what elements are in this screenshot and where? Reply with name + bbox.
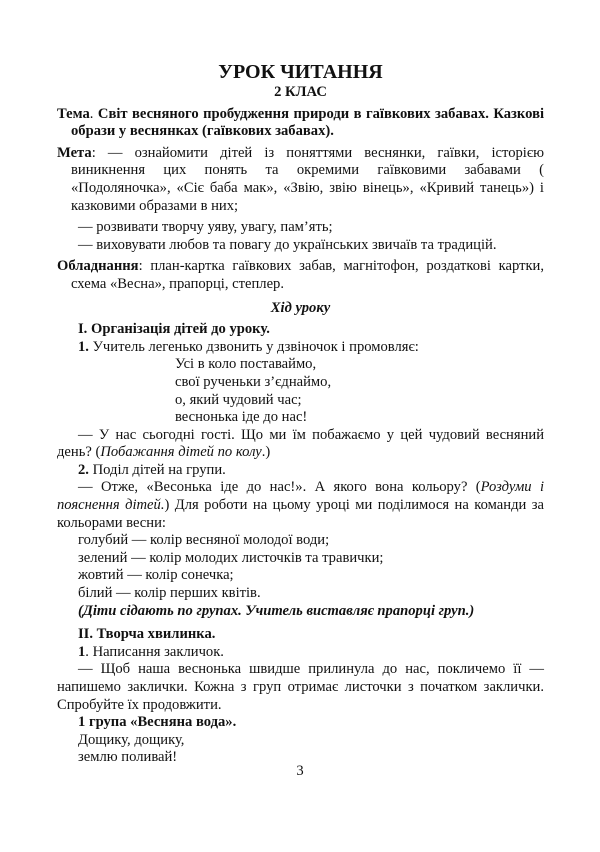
verse-line: землю поливай! xyxy=(78,749,178,766)
equipment-text: : план-картка гаївкових забав, магнітофон, роздаткові картки, схема «Весна», прапорці, степлер. xyxy=(71,258,544,292)
spring-colors-paragraph xyxy=(57,479,544,532)
goal-2: — розвивати творчу уяву, увагу, пам’ять; xyxy=(78,219,333,236)
equipment-label: Обладнання xyxy=(57,258,139,275)
item-text: Учитель легенько дзвонить у дзвіночок і промовляє: xyxy=(88,338,419,355)
section-1-item-2 xyxy=(57,462,544,480)
equipment-paragraph xyxy=(57,258,544,293)
guests-paragraph xyxy=(57,427,544,462)
color-line: зелений — колір молодих листочків та травички; xyxy=(78,549,384,566)
section-1-item-1 xyxy=(57,339,544,357)
poem-line: свої рученьки з’єднаймо, xyxy=(175,373,332,390)
paragraph-end: ) Для роботи на цьому уроці ми поділимося на команди за кольорами весни: xyxy=(57,497,544,531)
page-text xyxy=(57,60,544,767)
section-2-heading: ІІ. Творча хвилинка. xyxy=(78,626,216,643)
group-1-heading: 1 група «Весняна вода». xyxy=(78,714,237,731)
page-number: 3 xyxy=(296,763,304,779)
verse-line: Дощику, дощику, xyxy=(78,731,185,748)
paragraph-italic: Роздуми і пояснення дітей. xyxy=(57,479,544,514)
paragraph-text: — Отже, «Весонька іде до нас!». А якого вона кольору? ( xyxy=(78,479,481,496)
topic-label: Тема xyxy=(57,105,90,122)
invocation-paragraph: — Щоб наша веснонька швидше прилинула до нас, покличемо її — напишемо заклички. Кожна з груп отримає листочки з початком заклички. Спробуйте їх продовжити. xyxy=(57,661,544,713)
item-number: 1. xyxy=(78,338,89,355)
lesson-heading: Хід уроку xyxy=(270,299,331,316)
item-text: . Написання закличок. xyxy=(85,643,224,660)
goal-1: — ознайомити дітей із поняттями веснянки, гаївки, історією виникнення цих понять та окремими гаївковими забавами ( «Подоляночка», «Сіє баба мак», «Звію, звію вінець», «Кривий танець») і казковими образами в них; xyxy=(71,144,545,214)
item-text: Поділ дітей на групи. xyxy=(88,461,226,478)
poem-line: Усі в коло поставаймо, xyxy=(175,356,317,373)
item-number: 1 xyxy=(78,643,86,660)
page-title: УРОК ЧИТАННЯ xyxy=(218,61,383,83)
group-note: (Діти сідають по групах. Учитель виставляє прапорці груп.) xyxy=(78,602,475,619)
poem-line: о, який чудовий час; xyxy=(175,391,302,408)
color-line: білий — колір перших квітів. xyxy=(78,585,261,602)
color-line: голубий — колір весняної молодої води; xyxy=(78,532,330,549)
grade-label: 2 КЛАС xyxy=(274,84,327,100)
goal-label: Мета xyxy=(57,144,92,161)
section-2-item-1 xyxy=(57,644,544,662)
paragraph-italic: Побажання дітей по колу xyxy=(100,444,262,461)
paragraph-end: .) xyxy=(261,444,271,461)
paragraph-text: — У нас сьогодні гості. Що ми їм побажаємо у цей чудовий весняний день? ( xyxy=(57,426,544,461)
poem-line: веснонька іде до нас! xyxy=(175,409,308,426)
topic-text: Світ весняного пробудження природи в гаївкових забавах. Казкові образи у веснянках (гаївкових забавах). xyxy=(71,105,544,140)
goal-3: — виховувати любов та повагу до українських звичаїв та традицій. xyxy=(78,236,497,253)
topic-paragraph: Тема. Світ весняного пробудження природи в гаївкових забавах. Казкові образи у веснянках (гаївкових забавах). xyxy=(57,105,544,140)
goal-paragraph: Мета: — ознайомити дітей із поняттями веснянки, гаївки, історією виникнення цих понять та окремими гаївковими забавами ( «Подоляночка», «Сіє баба мак», «Звію, звію вінець», «Кривий танець») і казковими образами в них; xyxy=(57,144,545,214)
item-number: 2. xyxy=(78,461,89,478)
section-1-heading: І. Організація дітей до уроку. xyxy=(78,321,270,338)
color-line: жовтий — колір сонечка; xyxy=(78,567,234,584)
